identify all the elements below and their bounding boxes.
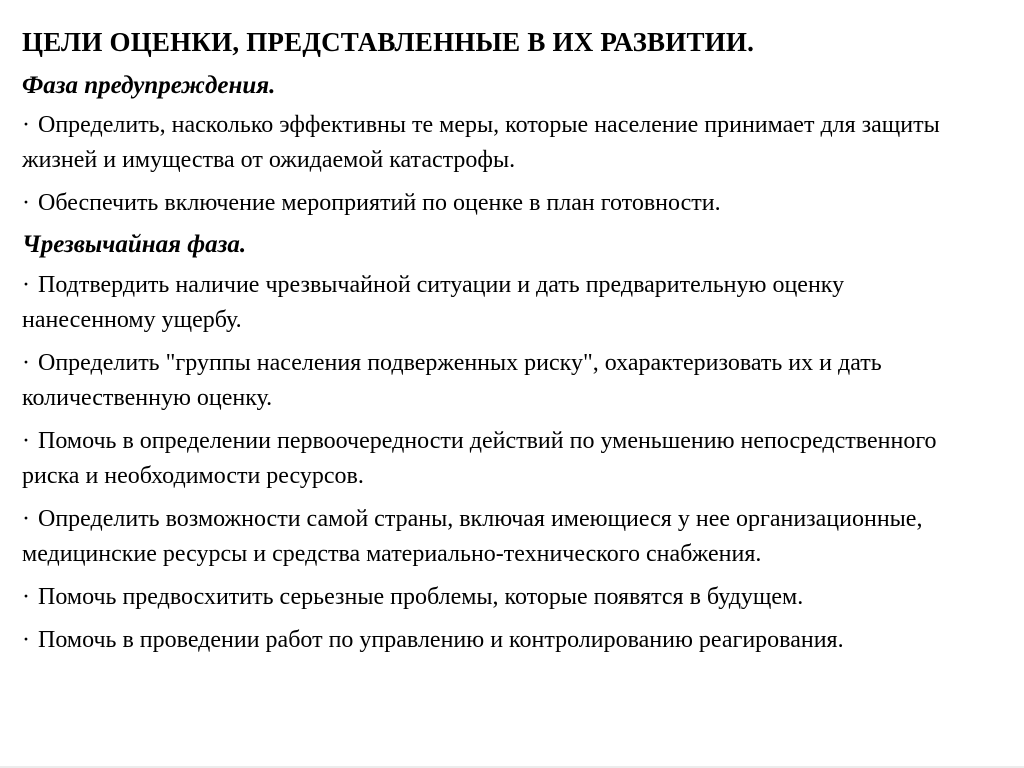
- bullet-item: [22, 108, 967, 178]
- section-heading-warning-phase: Фаза предупреждения.: [22, 71, 276, 99]
- bullet-text: Определить "группы населения подверженных риску", охарактеризовать их и дать количественную оценку.: [22, 349, 882, 411]
- bullet-marker: ·: [22, 190, 30, 217]
- bullet-item: [22, 424, 967, 494]
- bullet-marker: ·: [22, 271, 30, 298]
- bullet-item: [22, 186, 967, 221]
- bullet-text: Определить возможности самой страны, включая имеющиеся у нее организационные, медицинские ресурсы и средства материально-технического снабжения.: [22, 505, 923, 567]
- bullet-text: Определить, насколько эффективны те меры, которые население принимает для защиты жизней и имущества от ожидаемой катастрофы.: [22, 112, 940, 174]
- bullet-item: [22, 346, 967, 416]
- section-heading-emergency-phase: Чрезвычайная фаза.: [22, 231, 247, 259]
- bullet-marker: ·: [22, 112, 30, 139]
- bullet-text: Помочь в определении первоочередности действий по уменьшению непосредственного риска и необходимости ресурсов.: [22, 427, 937, 489]
- bullet-item: [22, 268, 967, 338]
- bullet-text: Подтвердить наличие чрезвычайной ситуации и дать предварительную оценку нанесенному ущербу.: [22, 271, 845, 333]
- bullet-marker: ·: [22, 349, 30, 376]
- bullet-item: [22, 580, 967, 615]
- bullet-marker: ·: [22, 505, 30, 532]
- bullet-item: [22, 502, 967, 572]
- slide-title: ЦЕЛИ ОЦЕНКИ, ПРЕДСТАВЛЕННЫЕ В ИХ РАЗВИТИИ.: [22, 27, 755, 57]
- bullet-marker: ·: [22, 427, 30, 454]
- bullet-item: [22, 623, 967, 658]
- bullet-text: Помочь в проведении работ по управлению и контролированию реагирования.: [38, 626, 844, 653]
- bullet-text: Помочь предвосхитить серьезные проблемы, которые появятся в будущем.: [38, 583, 804, 610]
- bullet-marker: ·: [22, 583, 30, 610]
- bullet-text: Обеспечить включение мероприятий по оценке в план готовности.: [38, 190, 721, 217]
- bullet-marker: ·: [22, 626, 30, 653]
